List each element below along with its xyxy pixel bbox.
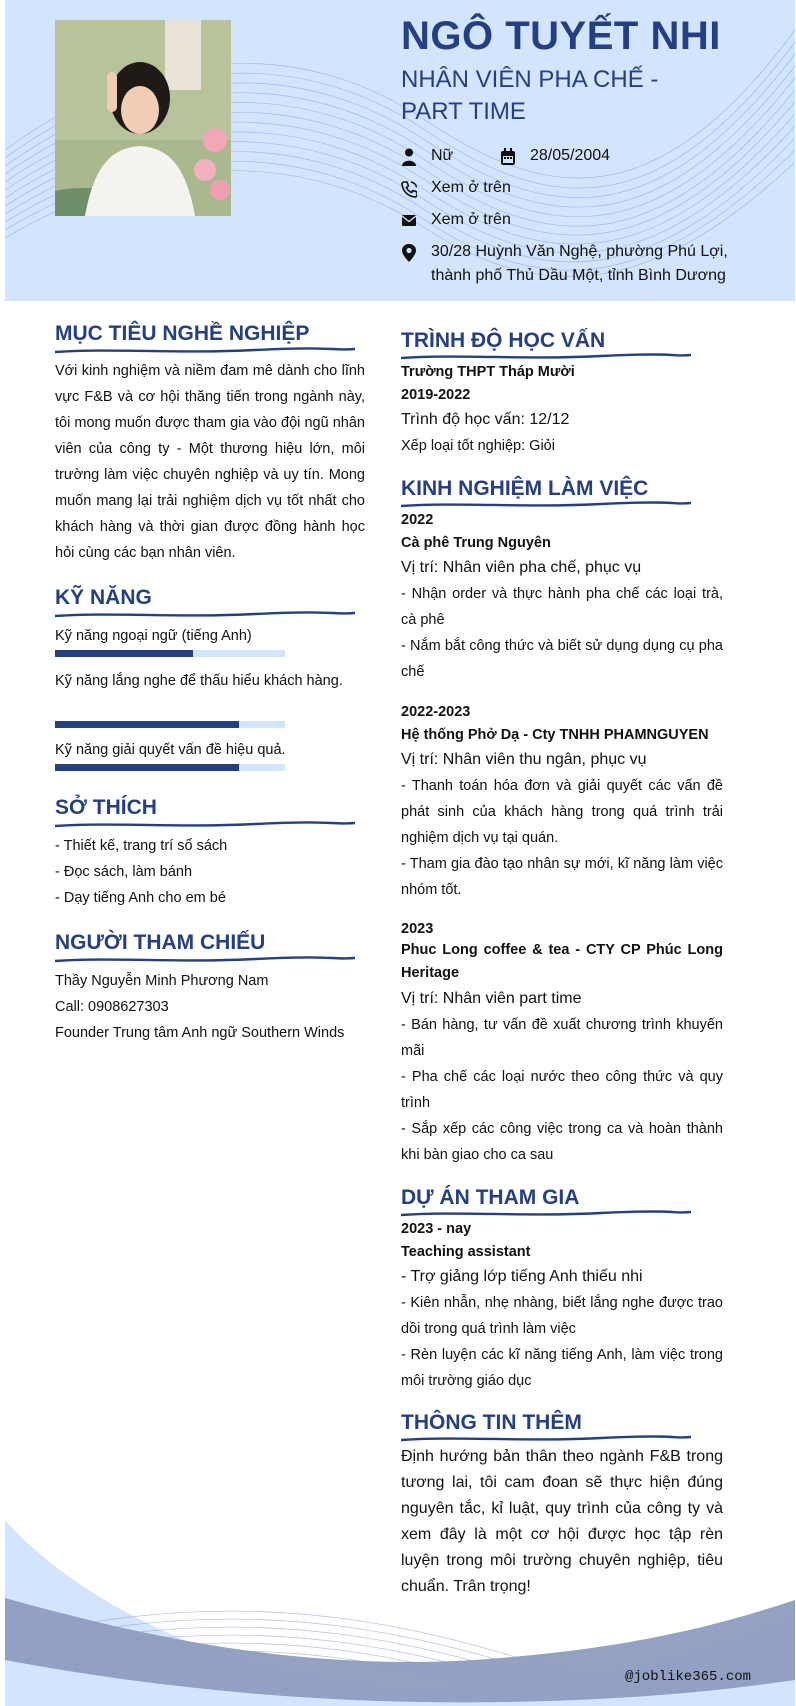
job-year: 2023 xyxy=(401,921,434,937)
job-year: 2022 xyxy=(401,512,434,528)
skill-label: Kỹ năng ngoại ngữ (tiếng Anh) xyxy=(55,628,252,644)
project-name: Teaching assistant xyxy=(401,1244,531,1260)
phone-value: Xem ở trên xyxy=(431,179,511,196)
map-pin-icon xyxy=(401,244,417,262)
project-role: - Trợ giảng lớp tiếng Anh thiếu nhi xyxy=(401,1268,643,1285)
candidate-name: NGÔ TUYẾT NHI xyxy=(401,14,721,58)
user-icon xyxy=(401,148,417,166)
birthday-row xyxy=(500,147,610,168)
skills-title: KỸ NĂNG xyxy=(55,586,152,609)
job-duty: - Tham gia đào tạo nhân sự mới, kĩ năng làm việc nhóm tốt. xyxy=(401,856,723,898)
address-value: 30/28 Huỳnh Văn Nghệ, phường Phú Lợi, thành phố Thủ Dầu Một, tỉnh Bình Dương xyxy=(431,243,728,284)
phone-row xyxy=(401,179,511,200)
job-duty: - Bán hàng, tư vấn đề xuất chương trình khuyến mãi xyxy=(401,1017,723,1059)
skill-bar xyxy=(55,721,285,728)
gender-row xyxy=(401,147,453,168)
watermark: @joblike365.com xyxy=(625,1669,752,1685)
job-position: Vị trí: Nhân viên thu ngân, phục vụ xyxy=(401,751,647,768)
skill-fill xyxy=(55,650,193,657)
job-duty: - Pha chế các loại nước theo công thức và quy trình xyxy=(401,1069,723,1111)
objective-underline xyxy=(55,346,355,356)
reference-position: Founder Trung tâm Anh ngữ Southern Winds xyxy=(55,1025,345,1041)
project-detail: - Rèn luyện các kĩ năng tiếng Anh, làm việc trong môi trường giáo dục xyxy=(401,1347,723,1389)
job-duty: - Nhận order và thực hành pha chế các loại trà, cà phê xyxy=(401,586,723,628)
education-title: TRÌNH ĐỘ HỌC VẤN xyxy=(401,329,606,352)
job-duty: - Sắp xếp các công việc trong ca và hoàn thành khi bàn giao cho ca sau xyxy=(401,1121,723,1163)
cv-page xyxy=(5,0,795,1706)
gender-value: Nữ xyxy=(431,147,454,164)
skill-fill xyxy=(55,764,239,771)
calendar-icon xyxy=(500,148,516,166)
education-level: Trình độ học vấn: 12/12 xyxy=(401,411,570,428)
address-row xyxy=(401,243,741,288)
profile-photo xyxy=(55,20,231,216)
reference-phone: Call: 0908627303 xyxy=(55,999,169,1015)
hobby-item: - Thiết kế, trang trí sổ sách xyxy=(55,838,228,854)
job-company: Cà phê Trung Nguyên xyxy=(401,535,551,551)
projects-title: DỰ ÁN THAM GIA xyxy=(401,1186,580,1209)
education-grade: Xếp loại tốt nghiệp: Giỏi xyxy=(401,438,555,454)
skill-label: Kỹ năng giải quyết vấn đề hiệu quả. xyxy=(55,742,286,758)
envelope-icon xyxy=(401,212,417,230)
job-duty: - Thanh toán hóa đơn và giải quyết các vấn đề phát sinh của khách hàng trong quá trình trải nghiệm dịch vụ tại quán. xyxy=(401,778,723,846)
additional-text: Định hướng bản thân theo ngành F&B trong tương lai, tôi cam đoan sẽ thực hiện đúng nguyên tắc, kỉ luật, quy trình của công ty và xem đây là một cơ hội được học tập rèn luyện trong môi trường chuyên nghiệp, tiêu chuẩn. Trân trọng! xyxy=(401,1448,723,1595)
project-detail: - Kiên nhẫn, nhẹ nhàng, biết lắng nghe được trao dồi trong quá trình làm việc xyxy=(401,1295,723,1337)
experience-title: KINH NGHIỆM LÀM VIỆC xyxy=(401,477,649,500)
additional-title: THÔNG TIN THÊM xyxy=(401,1411,582,1434)
reference-name: Thầy Nguyễn Minh Phương Nam xyxy=(55,973,269,989)
skills-underline xyxy=(55,610,355,620)
hobbies-title: SỞ THÍCH xyxy=(55,796,157,819)
job-year: 2022-2023 xyxy=(401,704,471,720)
job-duty: - Nắm bắt công thức và biết sử dụng dụng cụ pha chế xyxy=(401,638,723,680)
birthday-value: 28/05/2004 xyxy=(530,147,611,164)
objective-text: Với kinh nghiệm và niềm đam mê dành cho lĩnh vực F&B và cơ hội thăng tiến trong ngành này, tôi mong muốn được tham gia vào đội ngũ nhân viên của công ty - Một thương hiệu lớn, môi trường làm việc chuyên nghiệp và uy tín. Mong muốn mang lại trải nghiệm dịch vụ tốt nhất cho khách hàng và thời gian được đồng hành học hỏi cùng các bạn nhân viên. xyxy=(55,363,365,561)
email-row xyxy=(401,211,511,232)
project-period: 2023 - nay xyxy=(401,1221,472,1237)
job-company: Phuc Long coffee & tea - CTY CP Phúc Long Heritage xyxy=(401,942,723,981)
hobbies-underline xyxy=(55,820,355,830)
experience-underline xyxy=(401,500,691,510)
skill-fill xyxy=(55,721,239,728)
email-value: Xem ở trên xyxy=(431,211,511,228)
job-title: NHÂN VIÊN PHA CHẾ - PART TIME xyxy=(401,66,659,125)
skill-bar xyxy=(55,764,285,771)
hobby-item: - Dạy tiếng Anh cho em bé xyxy=(55,890,226,906)
education-period: 2019-2022 xyxy=(401,387,471,403)
job-position: Vị trí: Nhân viên pha chế, phục vụ xyxy=(401,559,642,576)
additional-underline xyxy=(401,1434,691,1444)
objective-title: MỤC TIÊU NGHỀ NGHIỆP xyxy=(55,322,310,345)
job-company: Hệ thống Phở Dạ - Cty TNHH PHAMNGUYEN xyxy=(401,727,709,743)
job-position: Vị trí: Nhân viên part time xyxy=(401,990,582,1007)
skill-bar xyxy=(55,650,285,657)
references-title: NGƯỜI THAM CHIẾU xyxy=(55,931,266,954)
references-underline xyxy=(55,955,355,965)
hobby-item: - Đọc sách, làm bánh xyxy=(55,864,193,880)
phone-icon xyxy=(401,180,417,198)
education-school: Trường THPT Tháp Mười xyxy=(401,364,575,380)
skill-label: Kỹ năng lắng nghe để thấu hiểu khách hàng. xyxy=(55,673,343,689)
